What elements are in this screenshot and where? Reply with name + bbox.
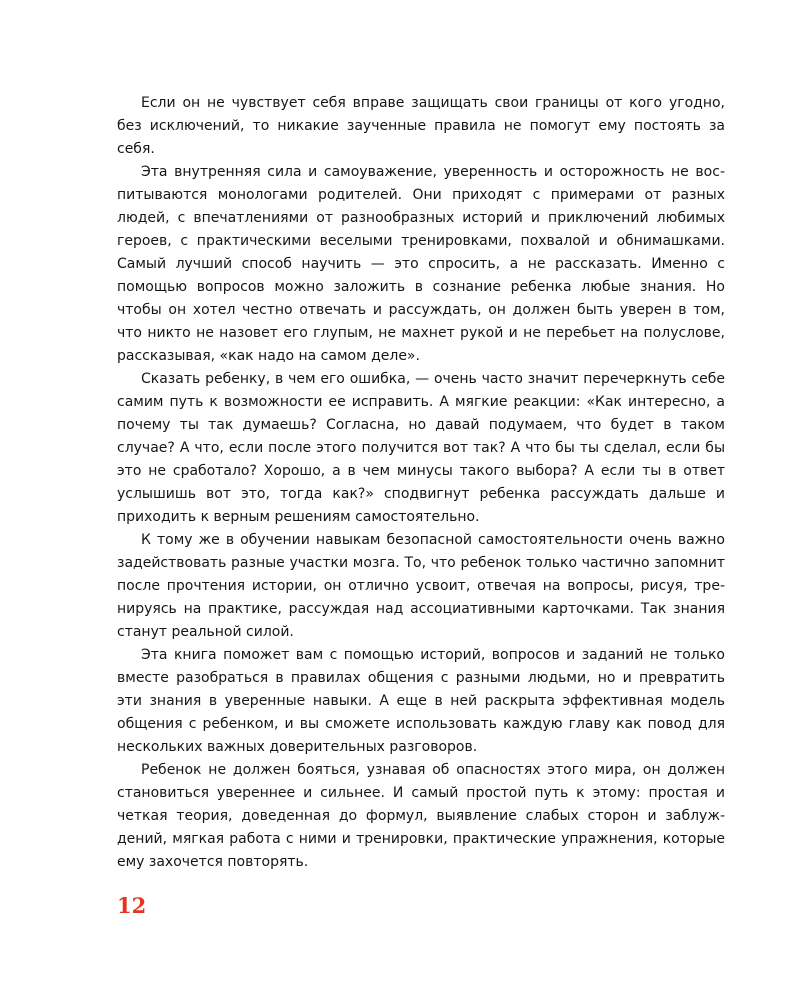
page-number: 12 [117,893,147,918]
paragraph: Сказать ребенку, в чем его ошибка, — очень часто значит перечеркнуть себе самим путь к возможности ее исправить. А мягкие реакции: «Как интересно, а почему ты так думаешь? Согласна, но давай подумаем, что будет в таком случае? А что, если после этого получится вот так? А что бы ты сделал, если бы это не сработало? Хорошо, а в чем минусы такого выбора? А если ты в ответ услышишь вот это, тогда как?» сподвигнут ребенка рассуждать дальше и приходить к верным решениям самостоятельно. [117,371,725,525]
paragraph: Ребенок не должен бояться, узнавая об опасностях этого мира, он должен становиться увереннее и сильнее. И самый простой путь к этому: простая и четкая теория, доведенная до формул, выявление слабых сторон и заблуждений, мягкая работа с ними и тренировки, практические упражнения, которые ему захочется повторять. [117,762,725,870]
paragraph: К тому же в обучении навыкам безопасной самостоятельности очень важно задействовать разные участки мозга. То, что ребенок только частично запомнит после прочтения истории, он отлично усвоит, отвечая на вопросы, рисуя, тренируясь на практике, рассуждая над ассоциативными карточками. Так знания станут реальной силой. [117,532,725,640]
paragraph: Эта книга поможет вам с помощью историй, вопросов и заданий не только вместе разобраться в правилах общения с разными людьми, но и превратить эти знания в уверенные навыки. А еще в ней раскрыта эффективная модель общения с ребенком, и вы сможете использовать каждую главу как повод для нескольких важных доверительных разговоров. [117,647,725,755]
page-body [117,92,725,874]
paragraph: Если он не чувствует себя вправе защищать свои границы от кого угодно, без исключений, то никакие заученные правила не помогут ему постоять за себя. [117,95,725,157]
paragraph: Эта внутренняя сила и самоуважение, уверенность и осторожность не воспитываются монологами родителей. Они приходят с примерами от разных людей, с впечатлениями от разнообразных историй и приключений любимых героев, с практическими веселыми тренировками, похвалой и обнимашками. Самый лучший способ научить — это спросить, а не рассказать. Именно с помощью вопросов можно заложить в сознание ребенка любые знания. Но чтобы он хотел честно отвечать и рассуждать, он должен быть уверен в том, что никто не назовет его глупым, не махнет рукой и не перебьет на полуслове, рассказывая, «как надо на самом деле». [117,164,725,364]
